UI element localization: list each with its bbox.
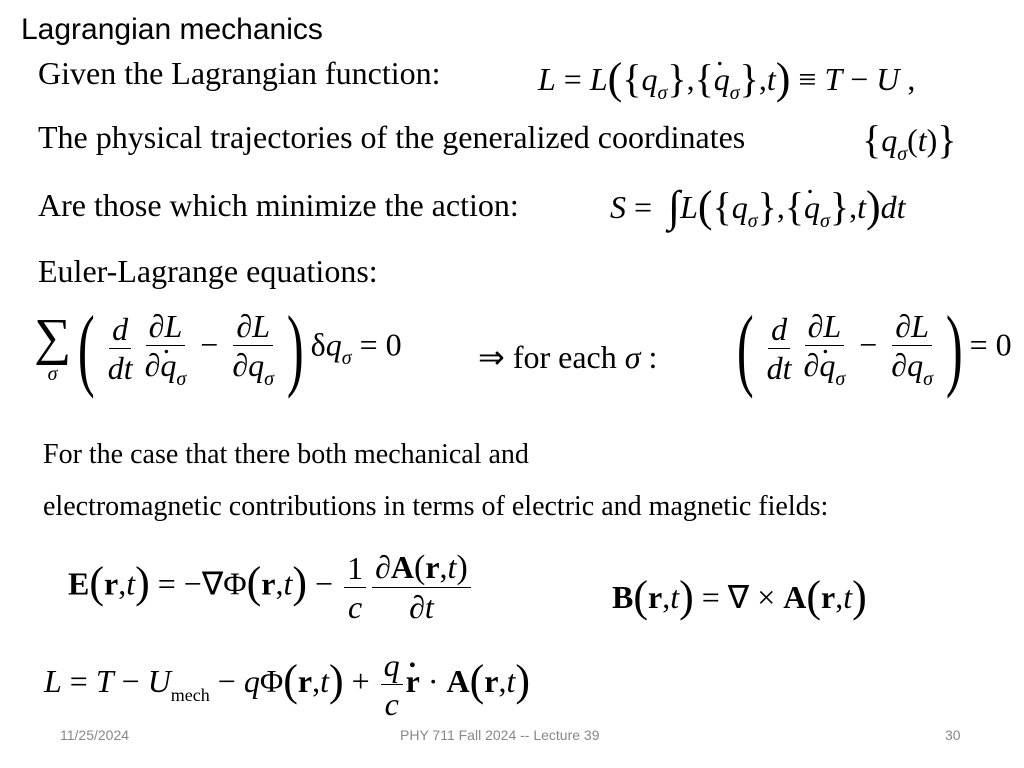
action-text: Are those which minimize the action: <box>38 187 519 223</box>
euler-lagrange-sum-equation: ∑ σ ( $\frac{d}{dt}$ $\frac{\partial L}{\partial q ._\sigma}$ − $\frac{\partial L}{\partial q_\sigma}$ ) $\delta q_\sigma = 0$ <box>34 302 402 394</box>
for-each-sigma: ⇒ for each σ : <box>478 339 658 375</box>
line-euler-lagrange <box>38 252 378 290</box>
for-each-text: for each <box>512 339 617 375</box>
footer-page-number: 30 <box>945 727 961 743</box>
euler-lagrange-each-equation: ( $\frac{d}{dt}$ $\frac{\partial L}{\partial q ._\sigma}$ − $\frac{\partial L}{\partial q_\sigma}$ ) = 0 <box>730 302 1012 394</box>
footer-date: 11/25/2024 <box>60 727 130 743</box>
action-integral-equation: $S = \int L(\{q_\sigma\},\{q$ $._\sigma\},t)dt$ <box>610 178 906 229</box>
magnetic-field-equation: B(r,t) = ∇ × A(r,t) <box>612 572 867 621</box>
mech-subscript: mech <box>170 684 210 705</box>
line-given-lagrangian <box>38 54 441 92</box>
line-trajectories <box>38 118 745 156</box>
line-action <box>38 186 519 224</box>
lagrangian-definition-equation: $L = L(\{q_\sigma\},\{q$ $._\sigma\},t) \equiv T - U$ , <box>538 50 915 101</box>
footer-course: PHY 711 Fall 2024 -- Lecture 39 <box>400 727 600 743</box>
coordinates-set-equation: $\{q_\sigma(t)\}$ <box>862 117 957 165</box>
em-lagrangian-equation: $L = T - U_{mech} - q\Phi(r,t)$ + $\frac{q}{c}$ r . · A(r,t) <box>44 646 530 723</box>
case-line-1: For the case that there both mechanical and <box>43 439 529 470</box>
electric-field-equation: E(r,t) = −∇Φ(r,t) − $\frac{1}{c}$ $\frac{\partial A(r,t)}{\partial t}$ <box>68 548 474 626</box>
case-line-2: electromagnetic contributions in terms of electric and magnetic fields: <box>43 491 829 522</box>
slide-title: Lagrangian mechanics <box>21 13 323 46</box>
given-text: Given the Lagrangian function: <box>38 55 441 91</box>
euler-lagrange-text: Euler-Lagrange equations: <box>38 253 378 289</box>
trajectories-text: The physical trajectories of the generalized coordinates <box>38 119 746 155</box>
